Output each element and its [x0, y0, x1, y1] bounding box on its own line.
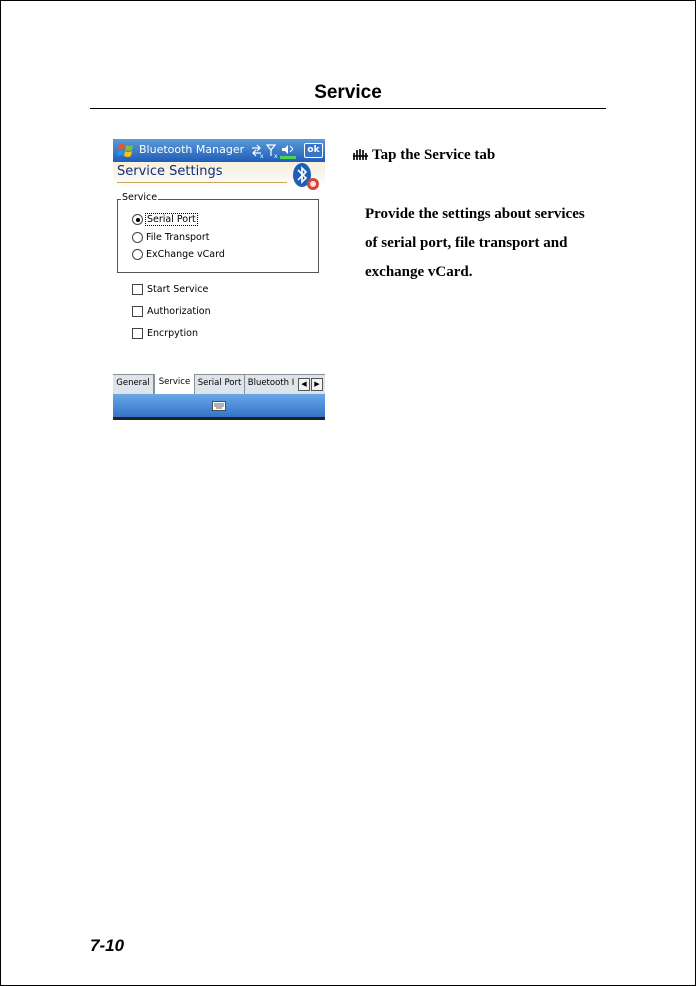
checkbox-box[interactable]	[132, 284, 143, 295]
description-line: Provide the settings about services	[365, 206, 585, 222]
checkbox-label: Encrpytion	[147, 328, 199, 339]
checkbox-authorization[interactable]	[132, 306, 211, 320]
keyboard-icon[interactable]	[212, 401, 226, 411]
ok-button[interactable]: ok	[304, 143, 323, 158]
checkbox-label: Start Service	[147, 284, 209, 295]
screen-bottom-edge	[113, 417, 325, 420]
svg-text:x: x	[260, 153, 264, 159]
page-heading: Service Settings	[117, 164, 223, 179]
settings-content	[113, 162, 325, 374]
radio-selected-icon[interactable]	[132, 214, 143, 225]
window-title: Bluetooth Manager	[139, 143, 245, 156]
step-instruction	[352, 147, 495, 164]
radio-label: Serial Port	[147, 214, 196, 225]
service-group-legend: Service	[122, 192, 158, 203]
checkbox-box[interactable]	[132, 328, 143, 339]
page-number: 7-10	[90, 936, 125, 955]
hand-pointer-icon	[352, 147, 370, 161]
pda-screenshot	[113, 139, 325, 420]
radio-unselected-icon[interactable]	[132, 249, 143, 260]
title-rule	[90, 108, 606, 109]
radio-serial-port[interactable]	[132, 214, 197, 228]
scroll-right-icon[interactable]: ▶	[311, 378, 323, 391]
title-bar	[113, 139, 325, 162]
svg-text:x: x	[274, 153, 278, 159]
section-title: Service	[314, 82, 382, 103]
tab-bluetooth[interactable]: Bluetooth I	[247, 378, 295, 388]
checkbox-start-service[interactable]	[132, 284, 208, 298]
description-line: exchange vCard.	[365, 264, 473, 280]
radio-label: File Transport	[146, 232, 210, 243]
radio-unselected-icon[interactable]	[132, 232, 143, 243]
windows-start-icon[interactable]	[117, 142, 135, 159]
volume-icon[interactable]	[282, 145, 293, 154]
checkbox-encryption[interactable]	[132, 328, 198, 342]
description-line: of serial port, file transport and	[365, 235, 568, 251]
step-text: Tap the Service tab	[372, 147, 496, 163]
checkbox-label: Authorization	[147, 306, 211, 317]
description-paragraph	[365, 200, 605, 287]
checkbox-box[interactable]	[132, 306, 143, 317]
scroll-left-icon[interactable]: ◀	[298, 378, 310, 391]
radio-exchange-vcard[interactable]	[132, 249, 225, 263]
tab-bar	[113, 374, 325, 394]
tab-service[interactable]: Service	[154, 374, 195, 394]
heading-divider	[117, 182, 287, 183]
radio-file-transport[interactable]	[132, 232, 210, 246]
tab-general[interactable]: General	[113, 375, 154, 394]
status-icons[interactable]	[250, 142, 302, 159]
tab-serial-port[interactable]: Serial Port	[195, 375, 245, 394]
bluetooth-icon	[291, 162, 321, 192]
radio-label: ExChange vCard	[146, 249, 225, 260]
battery-icon[interactable]	[280, 156, 296, 159]
